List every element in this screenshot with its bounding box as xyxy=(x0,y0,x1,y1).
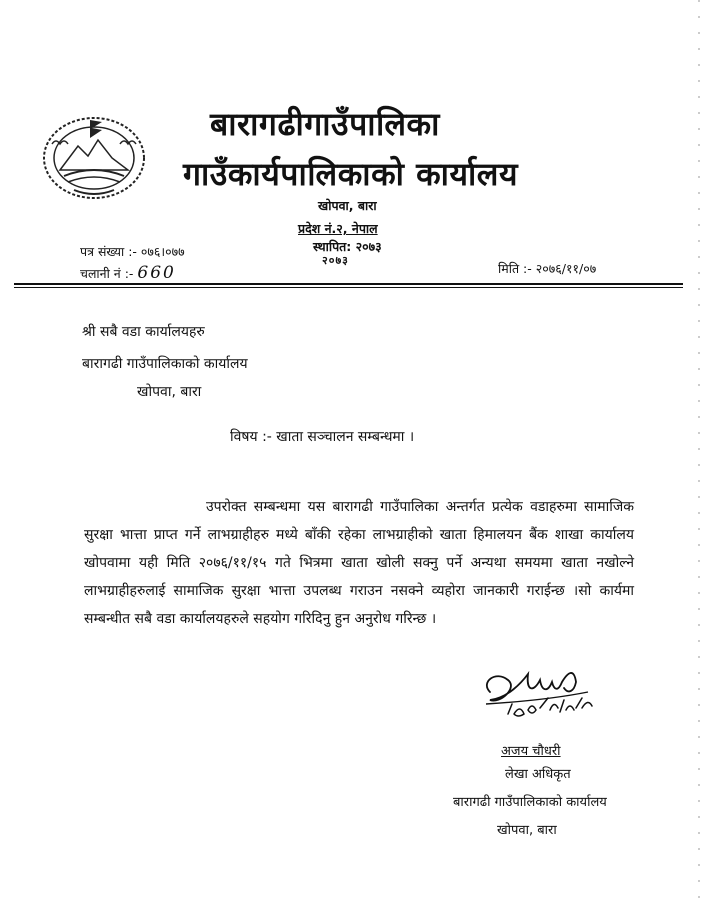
chalani-number xyxy=(80,263,176,283)
header-rule-thin xyxy=(14,287,683,288)
signatory-name: अजय चौधरी xyxy=(501,744,561,759)
office-title-line1: बारागढीगाउँपालिका xyxy=(210,105,440,143)
letter-date xyxy=(498,260,596,277)
address-line4: २०७३ xyxy=(322,254,349,267)
municipality-emblem xyxy=(38,110,150,202)
signatory-office: बारागढी गाउँपालिकाको कार्यालय xyxy=(453,795,607,810)
recipient-line2: बारागढी गाउँपालिकाको कार्यालय xyxy=(82,356,248,372)
chalani-value: 660 xyxy=(137,263,176,283)
signatory-place: खोपवा, बारा xyxy=(497,823,557,838)
address-line3: स्थापित: २०७३ xyxy=(313,239,382,254)
office-title-line2: गाउँकार्यपालिकाको कार्यालय xyxy=(183,155,519,193)
patra-sankhya-label: पत्र संख्या :- xyxy=(80,244,137,259)
recipient-line1: श्री सबै वडा कार्यालयहरु xyxy=(82,324,205,340)
patra-sankhya xyxy=(80,243,185,260)
miti-value: २०७६/११/०७ xyxy=(535,261,597,276)
patra-sankhya-value: ०७६।०७७ xyxy=(140,244,185,259)
handwritten-signature xyxy=(478,652,628,732)
letter-body: उपरोक्त सम्बन्धमा यस बारागढी गाउँपालिका अन्तर्गत प्रत्येक वडाहरुमा सामाजिक सुरक्षा भात्ता प्राप्त गर्ने लाभग्राहीहरु मध्ये बाँकी रहेका लाभग्राहीको खाता हिमालयन बैंक शाखा कार्यालय खोपवामा यही मिति २०७६/११/१५ गते भित्रमा खाता खोली सक्नु पर्ने अन्यथा समयमा खाता नखोल्ने लाभग्राहीहरुलाई सामाजिक सुरक्षा भात्ता उपलब्ध गराउन नसक्ने व्यहोरा जानकारी गराईन्छ ।सो कार्यमा सम्बन्धीत सबै वडा कार्यालयहरुले सहयोग गरिदिनु हुन अनुरोध गरिन्छ । xyxy=(84,499,634,627)
signatory-post: लेखा अधिकृत xyxy=(505,767,571,782)
recipient-line3: खोपवा, बारा xyxy=(137,384,202,400)
address-line1: खोपवा, बारा xyxy=(318,198,377,213)
scan-edge-marks xyxy=(697,0,701,910)
header-rule-thick xyxy=(14,283,683,285)
letter-subject: विषय :- खाता सञ्चालन सम्बन्धमा । xyxy=(230,429,415,445)
miti-label: मिति :- xyxy=(498,261,532,276)
chalani-label: चलानी नं :- xyxy=(80,266,134,281)
address-line2: प्रदेश नं.२, नेपाल xyxy=(298,221,378,236)
